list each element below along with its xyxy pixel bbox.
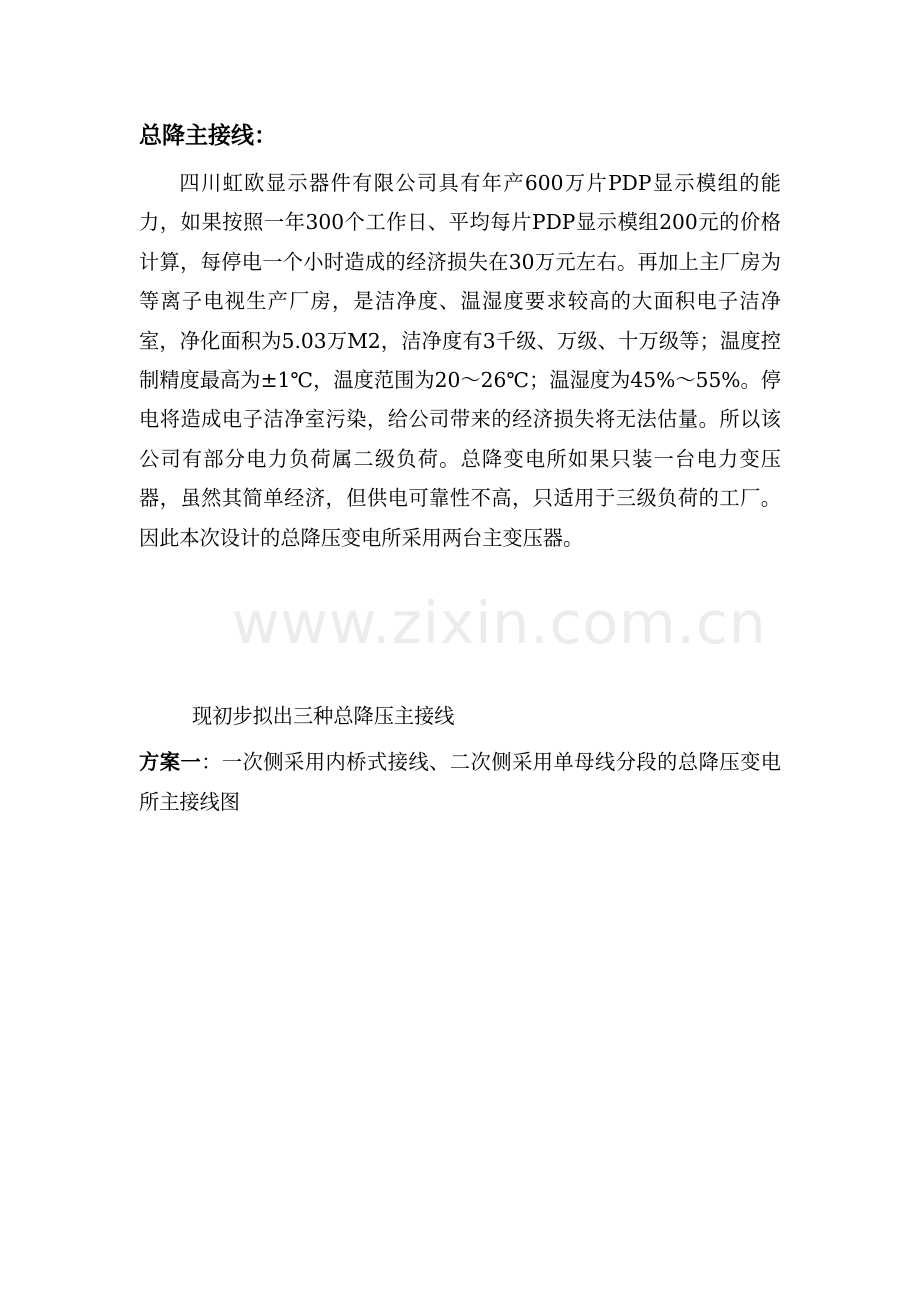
scheme-label: 方案一 bbox=[139, 750, 202, 774]
section-heading: 总降主接线： bbox=[139, 123, 277, 149]
scheme-description: ：一次侧采用内桥式接线、二次侧采用单母线分段的总降压变电所主接线图 bbox=[139, 750, 781, 814]
intro-line: 现初步拟出三种总降压主接线 bbox=[192, 704, 455, 728]
watermark: www.zixin.com.cn bbox=[232, 589, 767, 657]
body-paragraph: 四川虹欧显示器件有限公司具有年产600万片PDP显示模组的能力，如果按照一年300个工作日、平均每片PDP显示模组200元的价格计算，每停电一个小时造成的经济损失在30万元左右。再加上主厂房为等离子电视生产厂房，是洁净度、温湿度要求较高的大面积电子洁净室，净化面积为5.03万M2，洁净度有3千级、万级、十万级等；温度控制精度最高为±1℃，温度范围为20～26℃；温湿度为45%～55%。停电将造成电子洁净室污染，给公司带来的经济损失将无法估量。所以该公司有部分电力负荷属二级负荷。总降变电所如果只装一台电力变压器，虽然其简单经济，但供电可靠性不高，只适用于三级负荷的工厂。因此本次设计的总降压变电所采用两台主变压器。 bbox=[139, 171, 781, 550]
scheme-paragraph bbox=[139, 742, 781, 822]
